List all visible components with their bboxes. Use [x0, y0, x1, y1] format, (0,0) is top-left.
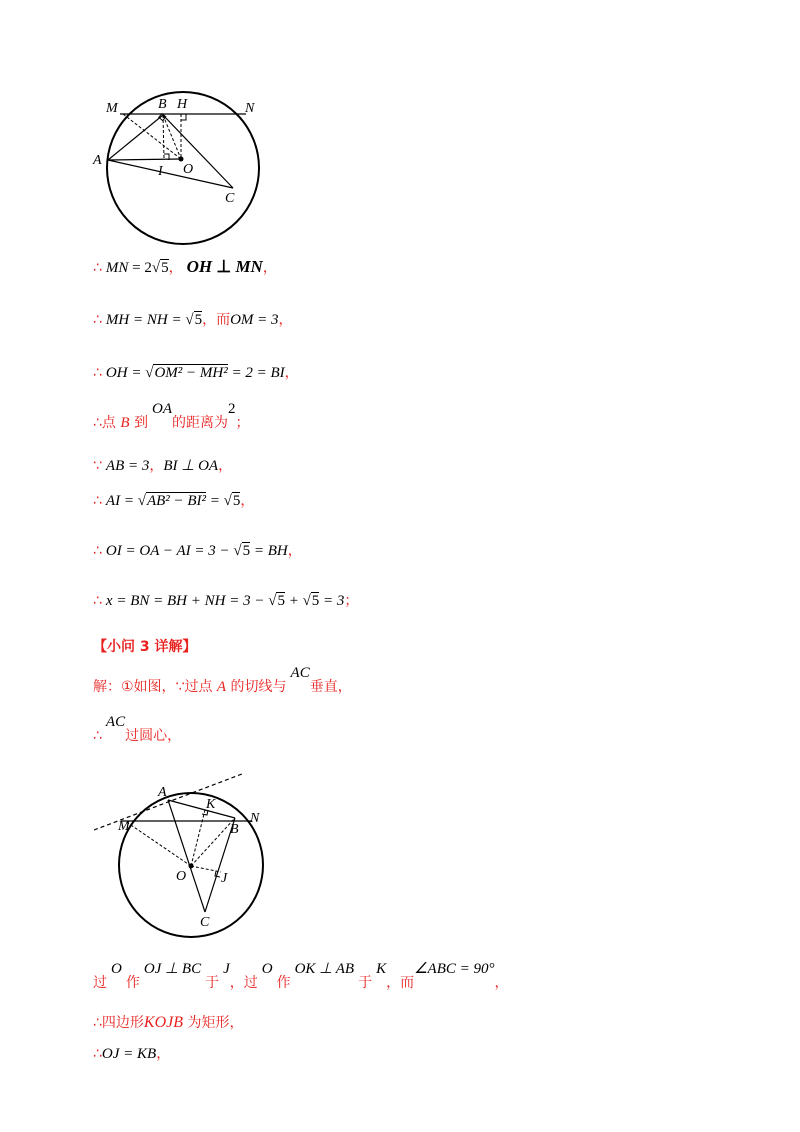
- point-j: J: [223, 961, 230, 977]
- ok-perp-ab: OK ⊥ AB: [294, 961, 355, 977]
- dashed-mo: [123, 114, 181, 159]
- dashed-om: [125, 821, 191, 866]
- ab-expr: AB = 3: [105, 458, 150, 474]
- text-guo: 过: [93, 975, 107, 991]
- sqrt-five: 5: [311, 593, 320, 609]
- text-perpendicular: 垂直，: [309, 679, 352, 695]
- ai-lhs: AI =: [105, 493, 138, 509]
- oj-eq-kb: OJ = KB: [101, 1046, 157, 1062]
- text-zuo: 作: [125, 975, 140, 991]
- text-yu: 于: [358, 975, 373, 991]
- label-c: C: [225, 191, 235, 206]
- comma-er: ，而: [202, 312, 231, 328]
- mh-expr: MH = NH =: [105, 312, 186, 328]
- line-ai: ∴ AI = √AB² − BI² = √5，: [93, 493, 255, 509]
- line-ab: [168, 800, 235, 818]
- line-ac: [168, 800, 205, 912]
- therefore-symbol: ∴: [93, 260, 102, 276]
- section-3-line-2: [93, 714, 182, 745]
- comma: ，: [287, 543, 302, 559]
- therefore-symbol: ∴: [93, 728, 102, 744]
- label-o: O: [176, 869, 187, 884]
- label-n: N: [250, 811, 260, 826]
- text-dao: 到: [129, 415, 148, 431]
- sqrt-five: 5: [161, 260, 169, 276]
- rectangle-line: [93, 1012, 243, 1032]
- therefore-symbol: ∴: [93, 493, 102, 509]
- therefore-symbol: ∴: [93, 1015, 102, 1031]
- text-comma-guo: ，过: [229, 975, 258, 991]
- perp-symbol: ⊥: [212, 257, 236, 276]
- sqrt-five: 5: [277, 593, 285, 609]
- section-3-line-1: [93, 665, 352, 696]
- ai-eq: =: [206, 493, 224, 509]
- label-m: M: [118, 819, 130, 834]
- line-distance: [93, 401, 250, 432]
- label-k: K: [206, 797, 216, 812]
- line-ao: [108, 159, 181, 160]
- semicolon: ；: [344, 593, 359, 609]
- comma: ，: [218, 458, 233, 474]
- sqrt-five: 5: [232, 493, 241, 509]
- mn-symbol: MN: [235, 257, 263, 276]
- eq-two: = 2: [128, 260, 152, 276]
- therefore-symbol: ∴: [93, 365, 102, 381]
- line-oh: ∴ OH = √OM² − MH² = 2 = BI，: [93, 365, 299, 381]
- because-symbol: ∵: [93, 458, 102, 474]
- label-o: O: [183, 162, 194, 177]
- figure-1-diagram: [88, 88, 278, 258]
- comma: ，: [494, 975, 509, 991]
- x-lhs: x = BN = BH + NH = 3 −: [105, 593, 269, 609]
- line-mh: ∴ MH = NH = √5，而OM = 3，: [93, 312, 293, 328]
- line-because: [93, 455, 232, 475]
- oh-rhs: = 2 = BI: [227, 365, 285, 381]
- ai-radicand: AB² − BI²: [146, 493, 207, 509]
- point-o: [189, 864, 194, 869]
- point-o: O: [261, 961, 273, 977]
- line-oi: ∴ OI = OA − AI = 3 − √5 = BH，: [93, 543, 302, 559]
- label-i: I: [158, 164, 163, 179]
- figure-2-diagram: [88, 768, 258, 943]
- text-dian: 点: [101, 415, 121, 431]
- angle-abc: ∠ABC = 90°: [414, 961, 495, 977]
- oi-lhs: OI = OA − AI = 3 −: [105, 543, 234, 559]
- right-angle-h: [181, 114, 186, 120]
- comma: ，: [168, 260, 183, 276]
- ac-label: AC: [105, 714, 126, 730]
- label-a: A: [158, 785, 167, 800]
- dashed-oj: [191, 866, 221, 872]
- bi-perp-oa: BI ⊥ OA: [163, 458, 219, 474]
- line-bc: [163, 115, 233, 188]
- comma: ，: [262, 260, 277, 276]
- therefore-symbol: ∴: [93, 543, 102, 559]
- therefore-symbol: ∴: [93, 593, 102, 609]
- label-n: N: [245, 101, 255, 116]
- text-comma-er: ，而: [386, 975, 415, 991]
- x-rhs: = 3: [319, 593, 345, 609]
- dashed-ob: [191, 818, 235, 866]
- comma: ，: [156, 1046, 171, 1062]
- oa-label: OA: [152, 401, 172, 417]
- sqrt-five: 5: [194, 312, 203, 328]
- label-a: A: [93, 153, 102, 168]
- point-a: A: [216, 679, 227, 695]
- dashed-ok: [191, 810, 205, 866]
- line-ac: [108, 160, 233, 188]
- ac-label: AC: [290, 665, 310, 681]
- section-3-heading: 【小问 3 详解】: [93, 639, 197, 655]
- point-k: K: [376, 961, 387, 977]
- oi-rhs: = BH: [250, 543, 288, 559]
- point-o: O: [111, 961, 122, 977]
- dashed-bi: [163, 115, 164, 160]
- therefore-symbol: ∴: [93, 415, 102, 431]
- label-j: J: [221, 871, 228, 886]
- value-two: 2: [228, 401, 236, 417]
- line-ab: [108, 115, 163, 160]
- oh-lhs: OH =: [105, 365, 146, 381]
- oh-radicand: OM² − MH²: [154, 365, 228, 381]
- label-b: B: [158, 97, 167, 112]
- label-h: H: [177, 97, 188, 112]
- oh-symbol: OH: [186, 257, 213, 276]
- text-solution: 解：①如图，∵过点: [93, 679, 217, 695]
- text-tangent: 的切线与: [226, 679, 287, 695]
- comma: ，: [240, 493, 255, 509]
- semicolon: ；: [235, 415, 250, 431]
- therefore-symbol: ∴: [93, 1046, 102, 1062]
- sqrt-five: 5: [242, 543, 251, 559]
- text-is-rectangle: 为矩形，: [183, 1015, 244, 1031]
- text-zuo: 作: [276, 975, 291, 991]
- mn-expr: MN: [105, 260, 129, 276]
- label-b: B: [230, 822, 239, 837]
- plus: +: [284, 593, 303, 609]
- line-mn: ∴ MN = 2√5， OH ⊥ MN，: [93, 257, 277, 276]
- point-o: [179, 157, 184, 162]
- text-distance: 的距离为: [172, 415, 228, 431]
- line-x: ∴ x = BN = BH + NH = 3 − √5 + √5 = 3；: [93, 593, 359, 609]
- comma: ，: [149, 458, 164, 474]
- label-c: C: [200, 915, 210, 930]
- construction-line: [93, 961, 509, 992]
- comma: ，: [284, 365, 299, 381]
- oj-eq-kb-line: [93, 1043, 170, 1063]
- label-m: M: [106, 101, 118, 116]
- point-b: B: [120, 415, 130, 431]
- text-center: 过圆心，: [125, 728, 182, 744]
- oj-perp-bc: OJ ⊥ BC: [143, 961, 202, 977]
- om-expr: OM = 3: [230, 312, 279, 328]
- comma: ，: [278, 312, 293, 328]
- kojb: KOJB: [143, 1014, 184, 1031]
- therefore-symbol: ∴: [93, 312, 102, 328]
- text-quadrilateral: 四边形: [101, 1015, 144, 1031]
- text-yu: 于: [205, 975, 220, 991]
